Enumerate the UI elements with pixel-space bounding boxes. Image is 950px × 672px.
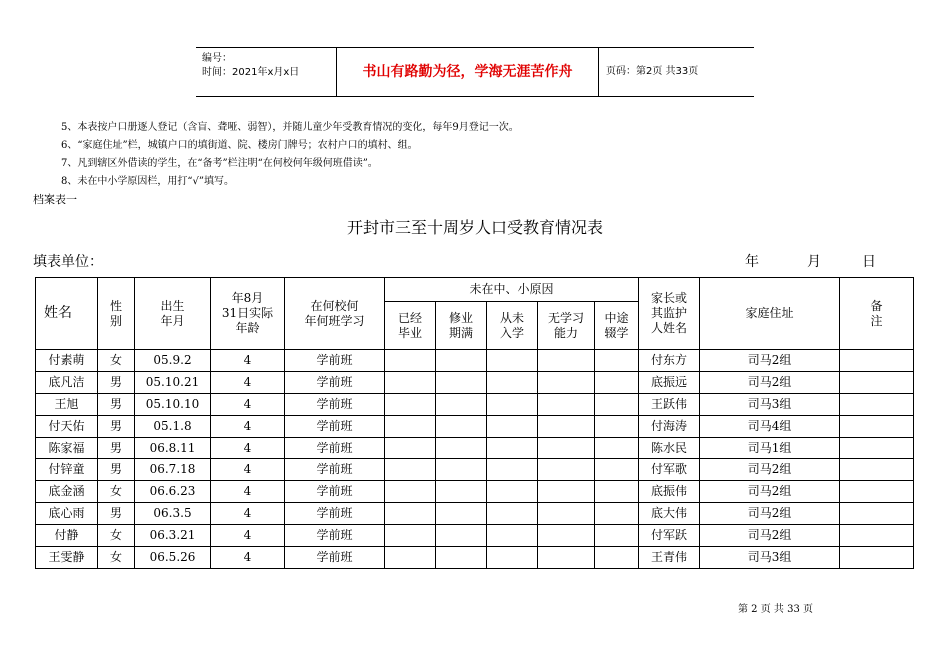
cell-r4 [595, 437, 639, 459]
header-reason-group: 未在中、小原因 [385, 278, 639, 302]
cell-address: 司马3组 [700, 393, 840, 415]
cell-age: 4 [211, 503, 285, 525]
header-remark: 备 注 [840, 278, 914, 350]
header-age: 年8月 31日实际 年龄 [211, 278, 285, 350]
cell-school: 学前班 [285, 350, 385, 372]
table-row [36, 393, 914, 415]
cell-r4 [595, 459, 639, 481]
table-row [36, 437, 914, 459]
archive-label: 档案表一 [33, 193, 77, 206]
cell-name: 付静 [36, 525, 98, 547]
cell-r2 [487, 350, 538, 372]
cell-age: 4 [211, 437, 285, 459]
cell-address: 司马2组 [700, 481, 840, 503]
cell-school: 学前班 [285, 459, 385, 481]
cell-age: 4 [211, 481, 285, 503]
header-reason-unable: 无学习 能力 [538, 302, 595, 350]
cell-r0 [385, 371, 436, 393]
cell-school: 学前班 [285, 393, 385, 415]
note-6: 6、“家庭住址”栏，城镇户口的填街道、院、楼房门牌号；农村户口的填村、组。 [61, 140, 418, 151]
header-meta [196, 48, 337, 96]
cell-r4 [595, 415, 639, 437]
cell-r0 [385, 503, 436, 525]
cell-gender: 男 [98, 371, 135, 393]
cell-guardian: 王青伟 [639, 547, 700, 569]
cell-guardian: 王跃伟 [639, 393, 700, 415]
cell-r1 [436, 481, 487, 503]
cell-r0 [385, 525, 436, 547]
table-row [36, 525, 914, 547]
fill-unit-label: 填表单位： [33, 254, 103, 270]
cell-age: 4 [211, 459, 285, 481]
cell-school: 学前班 [285, 415, 385, 437]
cell-r2 [487, 481, 538, 503]
table-row [36, 481, 914, 503]
cell-school: 学前班 [285, 437, 385, 459]
note-5: 5、本表按户口册逐人登记（含盲、聋哑、弱智），并随儿童少年受教育情况的变化，每年9月登记一次。 [61, 122, 519, 133]
header-school: 在何校何 年何班学习 [285, 278, 385, 350]
cell-birth: 06.5.26 [135, 547, 211, 569]
cell-guardian: 陈水民 [639, 437, 700, 459]
cell-r4 [595, 525, 639, 547]
cell-remark [840, 350, 914, 372]
cell-r4 [595, 503, 639, 525]
cell-r1 [436, 350, 487, 372]
cell-guardian: 底振伟 [639, 481, 700, 503]
cell-age: 4 [211, 350, 285, 372]
header-page-label: 页码：第2页 共33页 [606, 66, 699, 77]
cell-address: 司马2组 [700, 350, 840, 372]
cell-r0 [385, 437, 436, 459]
cell-guardian: 底大伟 [639, 503, 700, 525]
cell-r1 [436, 415, 487, 437]
cell-remark [840, 503, 914, 525]
cell-r0 [385, 393, 436, 415]
note-8: 8、未在中小学原因栏，用打“√”填写。 [61, 176, 234, 187]
header-reason-dropout: 中途 辍学 [595, 302, 639, 350]
cell-age: 4 [211, 371, 285, 393]
cell-r2 [487, 415, 538, 437]
cell-gender: 男 [98, 415, 135, 437]
cell-address: 司马4组 [700, 415, 840, 437]
cell-r3 [538, 525, 595, 547]
cell-name: 底凡洁 [36, 371, 98, 393]
time-label: 时间：2021年x月x日 [202, 67, 300, 78]
cell-gender: 男 [98, 503, 135, 525]
cell-address: 司马3组 [700, 547, 840, 569]
header-name: 姓名 [36, 278, 98, 350]
cell-gender: 男 [98, 393, 135, 415]
cell-name: 付素萌 [36, 350, 98, 372]
cell-r4 [595, 371, 639, 393]
cell-guardian: 底振远 [639, 371, 700, 393]
cell-birth: 06.8.11 [135, 437, 211, 459]
header-reason-never-enrolled: 从未 入学 [487, 302, 538, 350]
cell-r2 [487, 525, 538, 547]
cell-remark [840, 371, 914, 393]
document-header [196, 47, 754, 97]
header-address: 家庭住址 [700, 278, 840, 350]
cell-address: 司马2组 [700, 525, 840, 547]
cell-gender: 女 [98, 350, 135, 372]
cell-r3 [538, 459, 595, 481]
cell-remark [840, 459, 914, 481]
cell-r1 [436, 503, 487, 525]
table-row [36, 547, 914, 569]
cell-gender: 女 [98, 481, 135, 503]
table-row [36, 415, 914, 437]
date-month-label: 月 [807, 254, 821, 270]
cell-r1 [436, 547, 487, 569]
cell-school: 学前班 [285, 525, 385, 547]
cell-birth: 05.1.8 [135, 415, 211, 437]
cell-guardian: 付军歌 [639, 459, 700, 481]
cell-age: 4 [211, 415, 285, 437]
cell-name: 底金涵 [36, 481, 98, 503]
cell-remark [840, 393, 914, 415]
table-title: 开封市三至十周岁人口受教育情况表 [346, 218, 603, 237]
cell-r3 [538, 503, 595, 525]
cell-r1 [436, 393, 487, 415]
cell-r0 [385, 415, 436, 437]
cell-name: 底心雨 [36, 503, 98, 525]
table-row [36, 350, 914, 372]
cell-r2 [487, 371, 538, 393]
header-slogan: 书山有路勤为径，学海无涯苦作舟 [337, 48, 599, 96]
cell-age: 4 [211, 525, 285, 547]
cell-remark [840, 525, 914, 547]
cell-r3 [538, 371, 595, 393]
cell-r0 [385, 459, 436, 481]
cell-r3 [538, 393, 595, 415]
cell-age: 4 [211, 393, 285, 415]
date-year-label: 年 [745, 254, 759, 270]
cell-remark [840, 481, 914, 503]
table-row [36, 371, 914, 393]
cell-address: 司马2组 [700, 503, 840, 525]
cell-remark [840, 437, 914, 459]
cell-r0 [385, 350, 436, 372]
cell-r1 [436, 437, 487, 459]
cell-guardian: 付东方 [639, 350, 700, 372]
header-reason-completed: 修业 期满 [436, 302, 487, 350]
table-row [36, 459, 914, 481]
cell-name: 王旭 [36, 393, 98, 415]
education-table [35, 277, 914, 569]
cell-r3 [538, 481, 595, 503]
cell-gender: 男 [98, 459, 135, 481]
cell-r4 [595, 481, 639, 503]
cell-address: 司马2组 [700, 371, 840, 393]
table-row [36, 503, 914, 525]
header-guardian: 家长或 其监护 人姓名 [639, 278, 700, 350]
cell-r2 [487, 547, 538, 569]
cell-r3 [538, 547, 595, 569]
cell-remark [840, 547, 914, 569]
header-gender: 性 别 [98, 278, 135, 350]
cell-address: 司马1组 [700, 437, 840, 459]
cell-birth: 05.10.21 [135, 371, 211, 393]
note-7: 7、凡到辖区外借读的学生，在“备考”栏注明“在何校何年级何班借读”。 [61, 158, 378, 169]
cell-gender: 女 [98, 547, 135, 569]
header-reason-graduated: 已经 毕业 [385, 302, 436, 350]
cell-birth: 06.3.5 [135, 503, 211, 525]
cell-name: 陈家福 [36, 437, 98, 459]
cell-age: 4 [211, 547, 285, 569]
cell-school: 学前班 [285, 547, 385, 569]
cell-r4 [595, 547, 639, 569]
cell-school: 学前班 [285, 481, 385, 503]
cell-r1 [436, 525, 487, 547]
cell-gender: 女 [98, 525, 135, 547]
cell-r3 [538, 350, 595, 372]
cell-name: 付锌童 [36, 459, 98, 481]
cell-birth: 06.7.18 [135, 459, 211, 481]
cell-birth: 05.9.2 [135, 350, 211, 372]
cell-r2 [487, 393, 538, 415]
cell-birth: 05.10.10 [135, 393, 211, 415]
cell-school: 学前班 [285, 503, 385, 525]
cell-name: 王雯静 [36, 547, 98, 569]
cell-r4 [595, 350, 639, 372]
table-body [36, 350, 914, 569]
cell-name: 付天佑 [36, 415, 98, 437]
cell-r2 [487, 503, 538, 525]
cell-r1 [436, 371, 487, 393]
cell-r2 [487, 459, 538, 481]
cell-r3 [538, 437, 595, 459]
cell-r4 [595, 393, 639, 415]
cell-birth: 06.3.21 [135, 525, 211, 547]
cell-r1 [436, 459, 487, 481]
cell-r0 [385, 547, 436, 569]
cell-guardian: 付军跃 [639, 525, 700, 547]
page-number: 第 2 页 共 33 页 [738, 604, 813, 615]
cell-school: 学前班 [285, 371, 385, 393]
header-birth: 出生 年月 [135, 278, 211, 350]
cell-birth: 06.6.23 [135, 481, 211, 503]
serial-label: 编号： [202, 53, 232, 64]
cell-guardian: 付海涛 [639, 415, 700, 437]
cell-address: 司马2组 [700, 459, 840, 481]
cell-gender: 男 [98, 437, 135, 459]
cell-remark [840, 415, 914, 437]
date-day-label: 日 [862, 254, 876, 270]
cell-r3 [538, 415, 595, 437]
cell-r0 [385, 481, 436, 503]
cell-r2 [487, 437, 538, 459]
